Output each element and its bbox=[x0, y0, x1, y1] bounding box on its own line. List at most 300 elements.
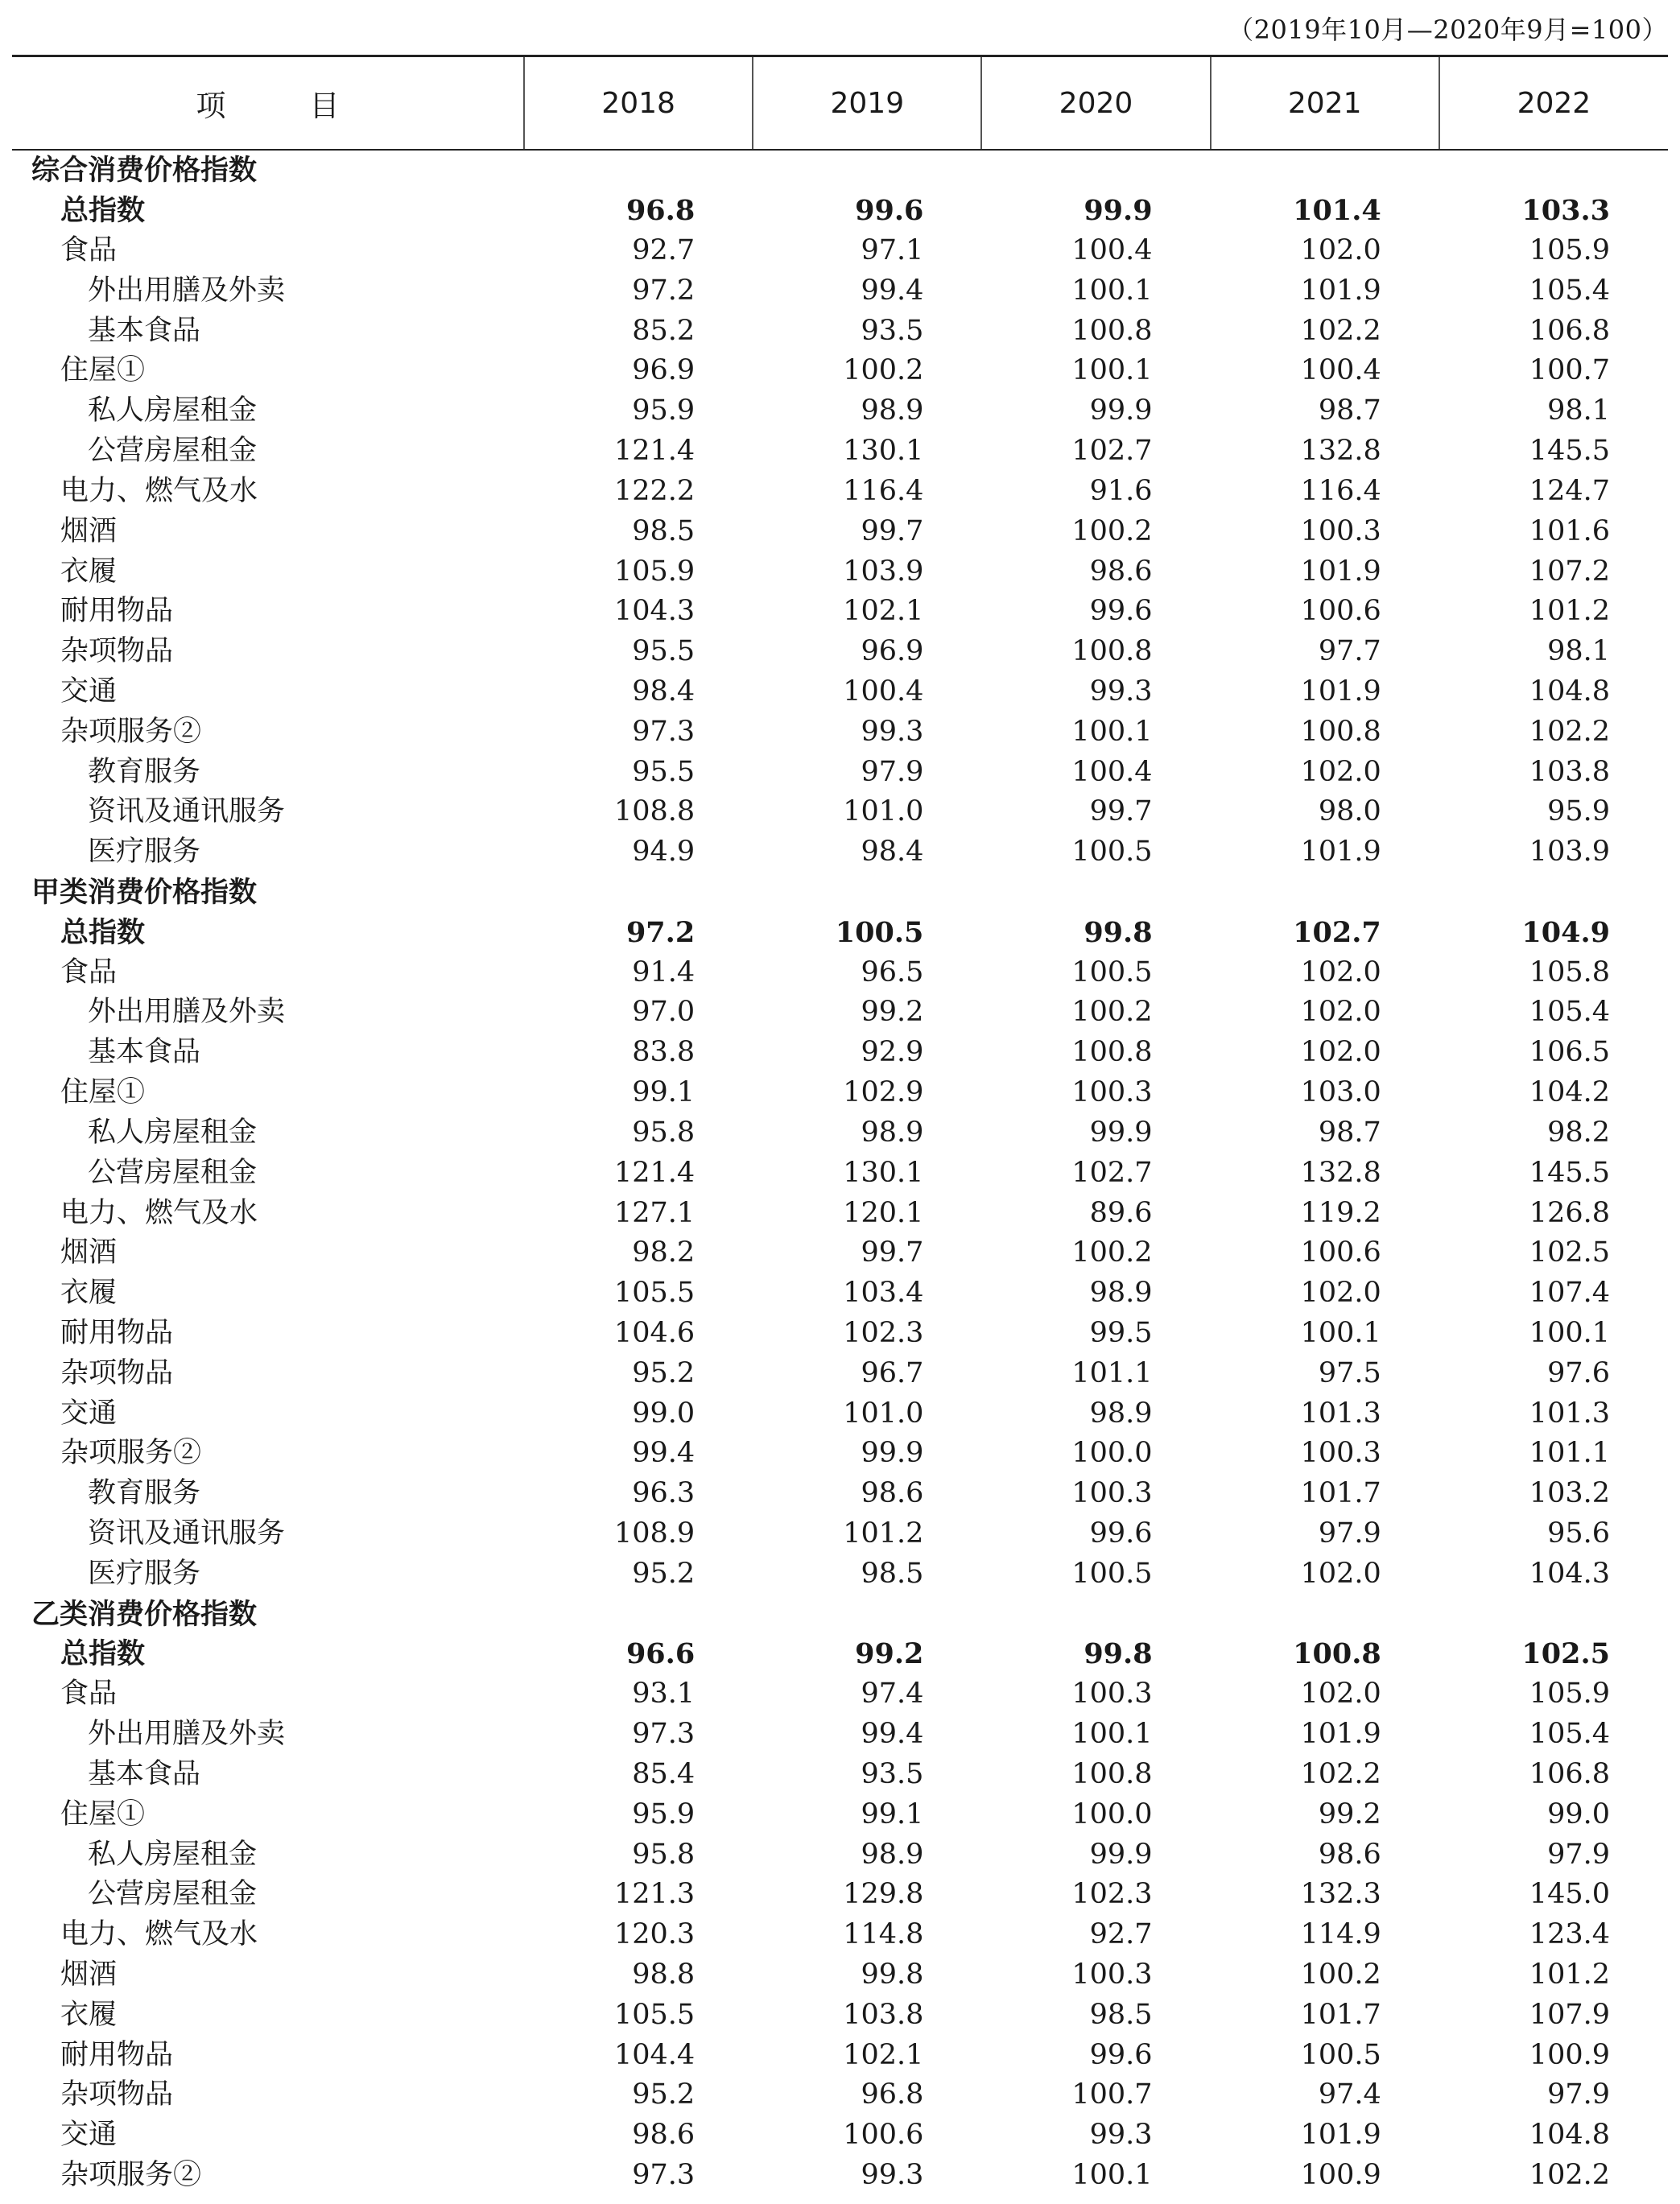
index-value: 99.4 bbox=[861, 1718, 924, 1751]
index-value: 99.6 bbox=[1089, 595, 1153, 628]
index-value: 100.8 bbox=[1071, 1757, 1153, 1790]
row-label: 私人房屋租金 bbox=[88, 394, 258, 427]
row-label: 交通 bbox=[60, 1397, 118, 1430]
index-value: 100.9 bbox=[1529, 2038, 1610, 2071]
index-value: 100.2 bbox=[1300, 1958, 1381, 1991]
index-value: 101.1 bbox=[1071, 1356, 1153, 1389]
index-value: 102.5 bbox=[1529, 1236, 1610, 1269]
table-row bbox=[12, 2115, 1668, 2156]
index-value: 100.1 bbox=[1300, 1316, 1381, 1349]
index-value: 102.2 bbox=[1300, 314, 1381, 347]
row-label: 外出用膳及外卖 bbox=[88, 274, 286, 307]
table-row bbox=[12, 1794, 1668, 1835]
row-label: 资讯及通讯服务 bbox=[88, 795, 286, 828]
index-value: 100.3 bbox=[1300, 1437, 1381, 1470]
row-label: 杂项物品 bbox=[60, 2078, 174, 2111]
index-value: 102.9 bbox=[843, 1076, 924, 1109]
index-value bbox=[524, 1594, 753, 1634]
header-row bbox=[12, 56, 1668, 151]
index-value: 99.9 bbox=[1089, 1116, 1153, 1149]
index-value: 97.4 bbox=[1318, 2078, 1381, 2111]
index-value: 96.8 bbox=[861, 2078, 924, 2111]
index-value: 98.0 bbox=[1318, 795, 1381, 828]
index-value: 94.9 bbox=[632, 836, 696, 869]
table-row bbox=[12, 1073, 1668, 1113]
index-value: 99.9 bbox=[1089, 394, 1153, 427]
row-label: 杂项服务② bbox=[60, 2159, 202, 2192]
index-value: 100.5 bbox=[1300, 2038, 1381, 2071]
index-value: 100.3 bbox=[1071, 1076, 1153, 1109]
index-value: 100.6 bbox=[843, 2119, 924, 2152]
index-value: 130.1 bbox=[843, 1156, 924, 1189]
index-value: 129.8 bbox=[843, 1878, 924, 1911]
row-label: 食品 bbox=[60, 955, 118, 988]
index-value: 96.9 bbox=[861, 635, 924, 668]
index-value: 100.1 bbox=[1071, 2159, 1153, 2192]
index-value: 116.4 bbox=[843, 474, 924, 507]
row-label: 衣履 bbox=[60, 555, 118, 588]
index-value: 96.5 bbox=[861, 955, 924, 988]
row-label: 基本食品 bbox=[88, 314, 201, 347]
row-label: 耐用物品 bbox=[60, 1316, 174, 1349]
index-value: 122.2 bbox=[614, 474, 696, 507]
index-value: 101.7 bbox=[1300, 1998, 1381, 2031]
index-value bbox=[981, 873, 1210, 913]
index-value: 96.6 bbox=[625, 1637, 696, 1671]
table-row bbox=[12, 231, 1668, 271]
index-value: 97.0 bbox=[632, 996, 696, 1029]
row-label: 住屋① bbox=[60, 1076, 146, 1109]
index-value: 100.2 bbox=[843, 354, 924, 387]
index-value: 102.7 bbox=[1071, 435, 1153, 468]
table-row bbox=[12, 1474, 1668, 1514]
index-value: 97.9 bbox=[861, 755, 924, 788]
index-value: 119.2 bbox=[1300, 1196, 1381, 1229]
index-value: 97.2 bbox=[625, 915, 696, 949]
index-value: 102.0 bbox=[1300, 955, 1381, 988]
row-label: 教育服务 bbox=[88, 1477, 201, 1510]
index-value: 95.9 bbox=[632, 394, 696, 427]
index-value: 101.2 bbox=[1529, 595, 1610, 628]
index-value: 106.8 bbox=[1529, 314, 1610, 347]
index-value: 101.1 bbox=[1529, 1437, 1610, 1470]
table-row bbox=[12, 1674, 1668, 1715]
index-value: 100.2 bbox=[1071, 1236, 1153, 1269]
table-row bbox=[12, 1434, 1668, 1474]
index-value: 105.5 bbox=[614, 1277, 696, 1310]
index-value: 95.8 bbox=[632, 1116, 696, 1149]
index-value: 100.2 bbox=[1071, 996, 1153, 1029]
section-title: 甲类消费价格指数 bbox=[31, 876, 258, 910]
index-value: 100.1 bbox=[1071, 1718, 1153, 1751]
index-value: 97.1 bbox=[861, 234, 924, 267]
index-value: 99.8 bbox=[1084, 915, 1153, 949]
index-value: 99.8 bbox=[1084, 1637, 1153, 1671]
index-value: 98.5 bbox=[861, 1557, 924, 1590]
table-row bbox=[12, 993, 1668, 1033]
item-header-char-1: 项 bbox=[196, 89, 226, 123]
index-value: 99.0 bbox=[1547, 1797, 1610, 1830]
table-row bbox=[12, 1393, 1668, 1434]
table-row bbox=[12, 351, 1668, 391]
index-value bbox=[1439, 1594, 1668, 1634]
row-label: 私人房屋租金 bbox=[88, 1838, 258, 1871]
index-value: 99.1 bbox=[632, 1076, 696, 1109]
index-value: 102.7 bbox=[1071, 1156, 1153, 1189]
section-header-row bbox=[12, 873, 1668, 913]
index-value: 99.3 bbox=[861, 715, 924, 748]
row-label: 公营房屋租金 bbox=[88, 1156, 258, 1189]
index-value bbox=[1211, 873, 1439, 913]
index-value: 95.5 bbox=[632, 635, 696, 668]
index-value: 95.6 bbox=[1547, 1517, 1610, 1550]
index-value: 120.3 bbox=[614, 1918, 696, 1951]
index-value: 97.5 bbox=[1318, 1356, 1381, 1389]
index-value: 124.7 bbox=[1529, 474, 1610, 507]
index-value: 101.9 bbox=[1300, 2119, 1381, 2152]
index-value: 85.2 bbox=[632, 314, 696, 347]
index-value: 98.6 bbox=[1318, 1838, 1381, 1871]
base-period-note: （2019年10月—2020年9月=100） bbox=[1228, 14, 1668, 45]
index-value bbox=[524, 150, 753, 191]
index-value: 100.0 bbox=[1071, 1437, 1153, 1470]
index-value: 91.4 bbox=[632, 955, 696, 988]
index-value: 98.9 bbox=[861, 394, 924, 427]
table-row bbox=[12, 191, 1668, 231]
table-row bbox=[12, 1193, 1668, 1233]
index-value: 100.8 bbox=[1071, 1036, 1153, 1069]
index-value: 114.8 bbox=[843, 1918, 924, 1951]
index-value: 102.0 bbox=[1300, 1678, 1381, 1711]
row-label: 食品 bbox=[60, 234, 118, 267]
index-value: 100.5 bbox=[1071, 955, 1153, 988]
index-value: 100.4 bbox=[843, 675, 924, 708]
row-label: 食品 bbox=[60, 1678, 118, 1711]
index-value: 102.0 bbox=[1300, 755, 1381, 788]
index-value: 102.3 bbox=[1071, 1878, 1153, 1911]
index-value: 123.4 bbox=[1529, 1918, 1610, 1951]
index-value: 121.4 bbox=[614, 1156, 696, 1189]
index-value: 100.2 bbox=[1071, 514, 1153, 547]
index-value: 102.0 bbox=[1300, 1557, 1381, 1590]
index-value: 101.6 bbox=[1529, 514, 1610, 547]
row-label: 基本食品 bbox=[88, 1036, 201, 1069]
row-label: 耐用物品 bbox=[60, 2038, 174, 2071]
index-value: 102.0 bbox=[1300, 234, 1381, 267]
index-value: 105.5 bbox=[614, 1998, 696, 2031]
index-value: 95.8 bbox=[632, 1838, 696, 1871]
row-label: 杂项物品 bbox=[60, 1356, 174, 1389]
index-value: 100.3 bbox=[1071, 1678, 1153, 1711]
index-value: 101.2 bbox=[1529, 1958, 1610, 1991]
row-label: 电力、燃气及水 bbox=[60, 1196, 258, 1229]
section-title: 综合消费价格指数 bbox=[31, 154, 258, 188]
index-value: 105.4 bbox=[1529, 1718, 1610, 1751]
row-label: 交通 bbox=[60, 2119, 118, 2152]
index-value bbox=[1211, 150, 1439, 191]
index-value: 103.0 bbox=[1300, 1076, 1381, 1109]
table-row bbox=[12, 1955, 1668, 1996]
index-value: 103.2 bbox=[1529, 1477, 1610, 1510]
index-value: 99.9 bbox=[1089, 1838, 1153, 1871]
row-label: 烟酒 bbox=[60, 1236, 118, 1269]
table-row bbox=[12, 2075, 1668, 2115]
row-label: 电力、燃气及水 bbox=[60, 1918, 258, 1951]
index-value: 102.0 bbox=[1300, 1277, 1381, 1310]
index-value: 100.7 bbox=[1071, 2078, 1153, 2111]
index-value: 99.2 bbox=[861, 996, 924, 1029]
index-value: 145.5 bbox=[1529, 435, 1610, 468]
index-value: 102.1 bbox=[843, 2038, 924, 2071]
row-label: 总指数 bbox=[60, 194, 146, 228]
table-row bbox=[12, 632, 1668, 672]
index-value: 96.3 bbox=[632, 1477, 696, 1510]
table-row bbox=[12, 270, 1668, 311]
index-value: 98.6 bbox=[632, 2119, 696, 2152]
row-label: 衣履 bbox=[60, 1277, 118, 1310]
table-row bbox=[12, 1755, 1668, 1795]
index-value: 96.7 bbox=[861, 1356, 924, 1389]
index-value: 101.7 bbox=[1300, 1477, 1381, 1510]
index-value: 102.0 bbox=[1300, 1036, 1381, 1069]
index-value: 85.4 bbox=[632, 1757, 696, 1790]
row-label: 杂项服务② bbox=[60, 715, 202, 748]
index-value: 99.1 bbox=[861, 1797, 924, 1830]
index-value: 98.2 bbox=[632, 1236, 696, 1269]
table-row bbox=[12, 2156, 1668, 2196]
index-value: 102.7 bbox=[1293, 915, 1381, 949]
table-row bbox=[12, 1875, 1668, 1915]
index-value: 100.8 bbox=[1071, 635, 1153, 668]
index-value: 91.6 bbox=[1089, 474, 1153, 507]
index-value: 104.2 bbox=[1529, 1076, 1610, 1109]
index-value: 100.1 bbox=[1529, 1316, 1610, 1349]
index-value: 99.2 bbox=[855, 1637, 924, 1671]
index-value: 99.7 bbox=[1089, 795, 1153, 828]
index-value: 100.1 bbox=[1071, 354, 1153, 387]
index-value: 130.1 bbox=[843, 435, 924, 468]
table-row bbox=[12, 912, 1668, 952]
row-label: 资讯及通讯服务 bbox=[88, 1517, 286, 1550]
table-row bbox=[12, 1233, 1668, 1273]
index-value: 100.1 bbox=[1071, 715, 1153, 748]
table-row bbox=[12, 1314, 1668, 1354]
index-value: 104.3 bbox=[1529, 1557, 1610, 1590]
row-label: 耐用物品 bbox=[60, 595, 174, 628]
row-label: 公营房屋租金 bbox=[88, 1878, 258, 1911]
index-value: 103.8 bbox=[843, 1998, 924, 2031]
index-value: 101.0 bbox=[843, 1397, 924, 1430]
index-value: 103.9 bbox=[843, 555, 924, 588]
index-value: 100.1 bbox=[1071, 274, 1153, 307]
index-value: 106.8 bbox=[1529, 1757, 1610, 1790]
index-value: 98.6 bbox=[1089, 555, 1153, 588]
index-value: 98.9 bbox=[1089, 1397, 1153, 1430]
index-value: 92.9 bbox=[861, 1036, 924, 1069]
section-title: 乙类消费价格指数 bbox=[31, 1597, 258, 1631]
index-value: 101.4 bbox=[1293, 194, 1381, 228]
index-value: 101.3 bbox=[1529, 1397, 1610, 1430]
index-value: 126.8 bbox=[1529, 1196, 1610, 1229]
row-label: 杂项物品 bbox=[60, 635, 174, 668]
index-value: 98.2 bbox=[1547, 1116, 1610, 1149]
table-row bbox=[12, 1835, 1668, 1875]
row-label: 医疗服务 bbox=[88, 1557, 201, 1590]
table-row bbox=[12, 1153, 1668, 1193]
index-value: 101.9 bbox=[1300, 836, 1381, 869]
index-value: 106.5 bbox=[1529, 1036, 1610, 1069]
row-label: 私人房屋租金 bbox=[88, 1116, 258, 1149]
table-row bbox=[12, 1033, 1668, 1073]
index-value: 102.2 bbox=[1529, 2159, 1610, 2192]
index-value: 100.6 bbox=[1300, 1236, 1381, 1269]
index-value: 98.1 bbox=[1547, 635, 1610, 668]
row-label: 外出用膳及外卖 bbox=[88, 996, 286, 1029]
index-value: 103.3 bbox=[1521, 194, 1610, 228]
index-value bbox=[524, 873, 753, 913]
index-value: 102.5 bbox=[1521, 1637, 1610, 1671]
row-label: 杂项服务② bbox=[60, 1437, 202, 1470]
index-value: 100.3 bbox=[1300, 514, 1381, 547]
index-value: 98.7 bbox=[1318, 394, 1381, 427]
index-value: 97.7 bbox=[1318, 635, 1381, 668]
cpi-table bbox=[12, 55, 1668, 2195]
index-value bbox=[1439, 873, 1668, 913]
row-label: 衣履 bbox=[60, 1998, 118, 2031]
index-value: 98.4 bbox=[861, 836, 924, 869]
index-value: 98.1 bbox=[1547, 394, 1610, 427]
index-value: 104.6 bbox=[614, 1316, 696, 1349]
index-value: 95.2 bbox=[632, 1356, 696, 1389]
index-value: 96.9 bbox=[632, 354, 696, 387]
table-row bbox=[12, 311, 1668, 351]
row-label: 住屋① bbox=[60, 354, 146, 387]
index-value: 101.0 bbox=[843, 795, 924, 828]
index-value: 116.4 bbox=[1300, 474, 1381, 507]
index-value: 98.5 bbox=[632, 514, 696, 547]
index-value: 99.9 bbox=[861, 1437, 924, 1470]
table-row bbox=[12, 592, 1668, 632]
index-value bbox=[981, 1594, 1210, 1634]
index-value bbox=[753, 150, 981, 191]
index-value: 100.8 bbox=[1293, 1637, 1381, 1671]
index-value: 100.5 bbox=[835, 915, 924, 949]
index-value: 99.3 bbox=[1089, 675, 1153, 708]
index-value: 99.7 bbox=[861, 1236, 924, 1269]
index-value: 107.9 bbox=[1529, 1998, 1610, 2031]
index-value: 104.9 bbox=[1521, 915, 1610, 949]
table-row bbox=[12, 2035, 1668, 2075]
index-value: 96.8 bbox=[625, 194, 696, 228]
index-value: 93.1 bbox=[632, 1678, 696, 1711]
row-label: 医疗服务 bbox=[88, 836, 201, 869]
index-value bbox=[1211, 1594, 1439, 1634]
index-value: 92.7 bbox=[632, 234, 696, 267]
index-value: 101.3 bbox=[1300, 1397, 1381, 1430]
year-header: 2022 bbox=[1439, 56, 1668, 151]
row-label: 电力、燃气及水 bbox=[60, 474, 258, 507]
table-row bbox=[12, 952, 1668, 993]
row-label: 烟酒 bbox=[60, 514, 118, 547]
index-value: 100.5 bbox=[1071, 836, 1153, 869]
index-value: 105.9 bbox=[614, 555, 696, 588]
index-value: 104.4 bbox=[614, 2038, 696, 2071]
index-value: 99.4 bbox=[632, 1437, 696, 1470]
table-row bbox=[12, 1634, 1668, 1674]
table-row bbox=[12, 511, 1668, 551]
index-value: 101.9 bbox=[1300, 555, 1381, 588]
index-value: 100.4 bbox=[1071, 755, 1153, 788]
year-header: 2018 bbox=[524, 56, 753, 151]
index-value: 99.7 bbox=[861, 514, 924, 547]
index-value: 99.2 bbox=[1318, 1797, 1381, 1830]
table-row bbox=[12, 472, 1668, 512]
table-row bbox=[12, 1715, 1668, 1755]
row-label: 住屋① bbox=[60, 1797, 146, 1830]
index-value: 102.2 bbox=[1300, 1757, 1381, 1790]
index-value: 98.7 bbox=[1318, 1116, 1381, 1149]
index-value: 107.2 bbox=[1529, 555, 1610, 588]
year-header: 2019 bbox=[753, 56, 981, 151]
index-value: 100.6 bbox=[1300, 595, 1381, 628]
index-value: 100.4 bbox=[1071, 234, 1153, 267]
index-value: 100.3 bbox=[1071, 1958, 1153, 1991]
index-value: 104.8 bbox=[1529, 675, 1610, 708]
index-value: 105.8 bbox=[1529, 955, 1610, 988]
index-value: 99.9 bbox=[1084, 194, 1153, 228]
index-value: 102.3 bbox=[843, 1316, 924, 1349]
table-row bbox=[12, 1995, 1668, 2035]
index-value: 101.9 bbox=[1300, 675, 1381, 708]
index-value: 120.1 bbox=[843, 1196, 924, 1229]
index-value: 100.4 bbox=[1300, 354, 1381, 387]
index-value: 105.4 bbox=[1529, 996, 1610, 1029]
index-value: 101.9 bbox=[1300, 1718, 1381, 1751]
item-header-char-2: 目 bbox=[309, 89, 340, 123]
row-label: 教育服务 bbox=[88, 755, 201, 788]
index-value: 132.8 bbox=[1300, 435, 1381, 468]
row-label: 烟酒 bbox=[60, 1958, 118, 1991]
item-column-header bbox=[12, 56, 524, 151]
index-value: 98.8 bbox=[632, 1958, 696, 1991]
index-value: 98.9 bbox=[861, 1116, 924, 1149]
index-value: 100.7 bbox=[1529, 354, 1610, 387]
index-value: 97.9 bbox=[1547, 2078, 1610, 2111]
index-value: 93.5 bbox=[861, 314, 924, 347]
table-row bbox=[12, 712, 1668, 752]
index-value bbox=[981, 150, 1210, 191]
index-value: 98.5 bbox=[1089, 1998, 1153, 2031]
index-value: 92.7 bbox=[1089, 1918, 1153, 1951]
index-value: 95.5 bbox=[632, 755, 696, 788]
index-value: 99.0 bbox=[632, 1397, 696, 1430]
index-value: 102.1 bbox=[843, 595, 924, 628]
index-value: 98.9 bbox=[861, 1838, 924, 1871]
index-value: 103.4 bbox=[843, 1277, 924, 1310]
row-label: 交通 bbox=[60, 675, 118, 708]
index-value: 101.9 bbox=[1300, 274, 1381, 307]
table-row bbox=[12, 1353, 1668, 1393]
index-value: 99.6 bbox=[1089, 2038, 1153, 2071]
index-value: 97.3 bbox=[632, 715, 696, 748]
index-value: 104.3 bbox=[614, 595, 696, 628]
index-value: 95.2 bbox=[632, 2078, 696, 2111]
index-value: 145.0 bbox=[1529, 1878, 1610, 1911]
index-value bbox=[753, 1594, 981, 1634]
table-row bbox=[12, 1915, 1668, 1955]
index-value bbox=[1439, 150, 1668, 191]
index-value: 99.3 bbox=[861, 2159, 924, 2192]
